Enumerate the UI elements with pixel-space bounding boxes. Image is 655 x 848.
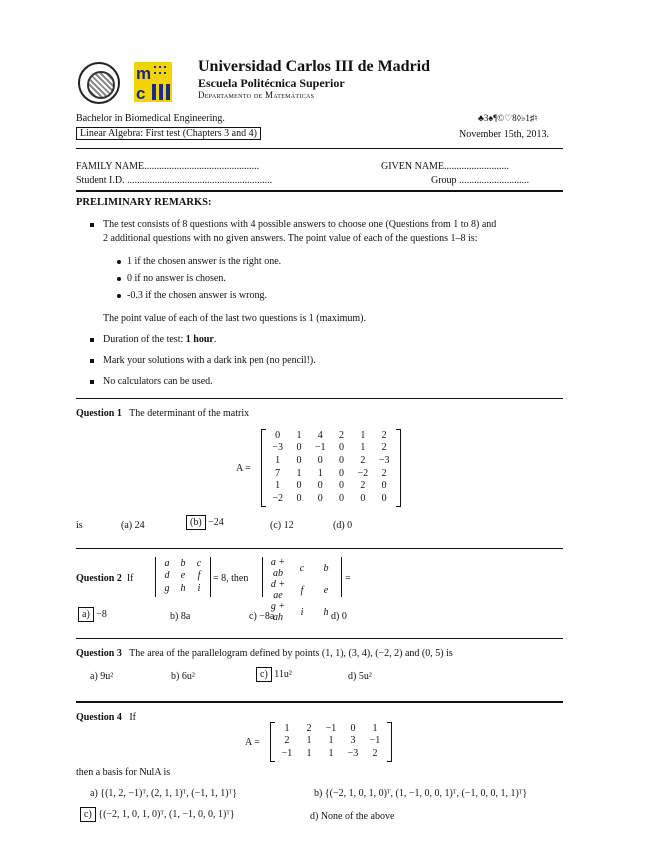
matrix-entry: 4	[317, 429, 323, 441]
matrix-a	[261, 429, 401, 507]
matrix-entry: 2	[381, 442, 387, 454]
svg-text:m: m	[136, 64, 152, 83]
answer-d[interactable]: d) None of the above	[310, 811, 395, 822]
answer-d[interactable]: (d) 0	[333, 520, 353, 531]
university-seal-logo	[78, 62, 120, 104]
matrix-entry: 2	[360, 480, 366, 492]
answer-c[interactable]: c) 11u²	[256, 669, 292, 680]
answer-a[interactable]: a) {(1, 2, −1)ᵀ, (2, 1, 1)ᵀ, (−1, 1, 1)ᵀ}	[90, 788, 237, 799]
matrix-entry: 1	[306, 735, 312, 747]
answer-b[interactable]: b) 6u²	[171, 671, 195, 682]
exam-code: ♣3♠¶©♡8◊♭1♯♮	[478, 113, 538, 123]
given-name-field[interactable]: GIVEN NAME..........................	[381, 161, 510, 172]
matrix-entry: 1	[317, 467, 323, 479]
equals-sign: =	[345, 573, 351, 584]
matrix-entry: 0	[339, 467, 345, 479]
exam-date: November 15th, 2013.	[459, 129, 549, 140]
matrix-row	[267, 454, 395, 467]
matrix-entry: 1	[328, 735, 334, 747]
dot-bullet-icon	[117, 277, 121, 281]
matrix-entry: d + ae	[270, 579, 286, 601]
matrix-entry: a	[164, 557, 170, 569]
matrix-row	[276, 735, 386, 748]
matrix-entry: b	[180, 557, 186, 569]
matrix-entry: 0	[381, 480, 387, 492]
matrix-entry: −2	[272, 492, 283, 504]
matrix-entry: 0	[360, 492, 366, 504]
matrix-entry: a + ab	[270, 557, 286, 579]
matrix-entry: h	[180, 582, 186, 594]
matrix-entry: 1	[360, 429, 366, 441]
test-title: Linear Algebra: First test (Chapters 3 and 4)	[76, 127, 261, 140]
matrix-row	[266, 601, 338, 623]
matrix-entry: 1	[284, 722, 290, 734]
matrix-row	[276, 747, 386, 760]
square-bullet-icon	[90, 223, 94, 227]
matrix-entry: 1	[296, 429, 302, 441]
matrix-entry: 2	[339, 429, 345, 441]
question-3-title: Question 3 The area of the parallelogram defined by points (1, 1), (3, 4), (−2, 2) and (0, 5) is	[76, 648, 453, 659]
matrix-entry: 7	[275, 467, 281, 479]
matrix-row	[267, 467, 395, 480]
square-bullet-icon	[90, 338, 94, 342]
matrix-row	[267, 442, 395, 455]
answer-c[interactable]: c) {(−2, 1, 0, 1, 0)ᵀ, (1, −1, 0, 0, 1)ᵀ}	[80, 809, 235, 820]
matrix-row	[276, 722, 386, 735]
matrix-entry: 0	[317, 454, 323, 466]
divider	[76, 190, 563, 192]
matrix-entry: f	[300, 584, 304, 596]
square-bullet-icon	[90, 380, 94, 384]
matrix-entry: 0	[275, 429, 281, 441]
matrix-entry: 0	[317, 480, 323, 492]
matrix-entry: 2	[372, 747, 378, 759]
matrix-entry: 2	[306, 722, 312, 734]
matrix-entry: h	[323, 606, 329, 618]
matrix-entry: 1	[328, 747, 334, 759]
divider	[76, 548, 563, 549]
answer-b[interactable]: b) {(−2, 1, 0, 1, 0)ᵀ, (1, −1, 0, 0, 1)ᵀ, (−1, 0, 0, 1, 1)ᵀ}	[314, 788, 528, 799]
student-id-field[interactable]: Student I.D. ..........................................................	[76, 175, 273, 186]
divider	[76, 148, 563, 149]
matrix-entry: −3	[347, 747, 359, 759]
matrix-entry: −3	[378, 454, 390, 466]
divider	[76, 701, 563, 703]
matrix-entry: 1	[360, 442, 366, 454]
matrix-entry: 0	[339, 454, 345, 466]
degree-label: Bachelor in Biomedical Engineering.	[76, 113, 225, 124]
matrix-entry: b	[323, 562, 329, 574]
matrix-entry: g	[164, 582, 170, 594]
school-name: Escuela Politécnica Superior	[198, 76, 345, 90]
matrix-entry: e	[323, 584, 329, 596]
matrix-entry: c	[196, 557, 202, 569]
answer-a[interactable]: a) −8	[78, 609, 107, 620]
selected-answer-box: a)	[78, 607, 94, 622]
family-name-field[interactable]: FAMILY NAME..............................................	[76, 161, 260, 172]
matrix-name: A =	[245, 737, 260, 748]
square-bullet-icon	[90, 359, 94, 363]
matrix-row	[266, 579, 338, 601]
remark-text: No calculators can be used.	[103, 376, 213, 387]
matrix-a	[270, 722, 392, 762]
matrix-entry: g + ah	[270, 601, 286, 623]
matrix-entry: 1	[296, 467, 302, 479]
matrix-entry: d	[164, 570, 170, 582]
matrix-entry: 3	[350, 735, 356, 747]
is-label: is	[76, 520, 83, 531]
matrix-entry: 2	[360, 454, 366, 466]
remark-text: The point value of each of the last two questions is 1 (maximum).	[103, 313, 366, 324]
scoring-rule: 0 if no answer is chosen.	[127, 273, 226, 284]
matrix-row	[267, 492, 395, 505]
matrix-row	[159, 570, 207, 583]
remark-text: The test consists of 8 questions with 4 possible answers to choose one (Questions from 1 to 8) and	[103, 219, 497, 230]
answer-d[interactable]: d) 5u²	[348, 671, 372, 682]
matrix-entry: 0	[296, 480, 302, 492]
matrix-entry: f	[197, 570, 201, 582]
matrix-entry: i	[300, 606, 304, 618]
matrix-row	[267, 479, 395, 492]
matrix-entry: 0	[339, 480, 345, 492]
matrix-entry: 0	[339, 492, 345, 504]
matrix-entry: −3	[272, 442, 283, 454]
matrix-entry: 2	[381, 429, 387, 441]
group-field[interactable]: Group ............................	[431, 175, 530, 186]
matrix-name: A =	[236, 463, 251, 474]
matrix-row	[267, 429, 395, 442]
matrix-entry: 0	[296, 454, 302, 466]
question-4-title: Question 4 If	[76, 712, 137, 723]
matrix-entry: −1	[281, 747, 293, 759]
selected-answer-box: c)	[256, 667, 272, 682]
remark-text: 2 additional questions with no given answers. The point value of each of the questions 1–8 is:	[103, 233, 478, 244]
matrix-entry: 1	[306, 747, 312, 759]
answer-a[interactable]: (a) 24	[121, 520, 145, 531]
answer-d[interactable]: d) 0	[331, 611, 347, 622]
matrix-entry: −2	[357, 467, 369, 479]
equals-8-then: = 8, then	[213, 573, 249, 584]
question-4-text: then a basis for NulA is	[76, 767, 171, 778]
matrix-entry: −1	[369, 735, 381, 747]
matrix-entry: i	[197, 582, 201, 594]
answer-b[interactable]: (b) −24	[186, 517, 224, 528]
question-2-title: Question 2 If	[76, 573, 134, 584]
selected-answer-box: (b)	[186, 515, 206, 530]
remark-text: Mark your solutions with a dark ink pen (no pencil!).	[103, 355, 316, 366]
matrix-row	[266, 557, 338, 579]
matrix-row	[159, 557, 207, 570]
scoring-rule: 1 if the chosen answer is the right one.	[127, 256, 282, 267]
matrix-entry: 1	[372, 722, 378, 734]
matrix-entry: −1	[325, 722, 337, 734]
department-name: Departamento de Matemáticas	[198, 90, 315, 100]
matrix-entry: 0	[381, 492, 387, 504]
answer-a[interactable]: a) 9u²	[90, 671, 114, 682]
matrix-entry: 2	[381, 467, 387, 479]
answer-c[interactable]: (c) 12	[270, 520, 294, 531]
university-name: Universidad Carlos III de Madrid	[198, 58, 431, 75]
matrix-entry: c	[299, 562, 305, 574]
matrix-entry: 0	[296, 442, 302, 454]
matrix-row	[159, 582, 207, 595]
matrix-entry: 2	[284, 735, 290, 747]
divider	[76, 398, 563, 399]
matrix-entry: 1	[275, 454, 281, 466]
answer-b[interactable]: b) 8a	[170, 611, 191, 622]
matrix-entry: 0	[317, 492, 323, 504]
matrix-entry: 0	[350, 722, 356, 734]
matrix-entry: −1	[314, 442, 326, 454]
dot-bullet-icon	[117, 294, 121, 298]
matrix-entry: e	[180, 570, 186, 582]
scoring-rule: -0.3 if the chosen answer is wrong.	[127, 290, 267, 301]
remarks-title: PRELIMINARY REMARKS:	[76, 197, 212, 208]
determinant-1	[155, 557, 211, 597]
svg-text:c: c	[136, 84, 146, 102]
duration-remark: Duration of the test: 1 hour.	[103, 334, 217, 345]
answer-c[interactable]: c) −8a	[249, 611, 275, 622]
question-1-title: Question 1 The determinant of the matrix	[76, 408, 250, 419]
math-department-logo	[134, 62, 172, 102]
divider	[76, 638, 563, 639]
matrix-entry: 1	[275, 480, 281, 492]
dot-bullet-icon	[117, 260, 121, 264]
matrix-entry: 0	[339, 442, 345, 454]
selected-answer-box: c)	[80, 807, 96, 822]
matrix-entry: 0	[296, 492, 302, 504]
